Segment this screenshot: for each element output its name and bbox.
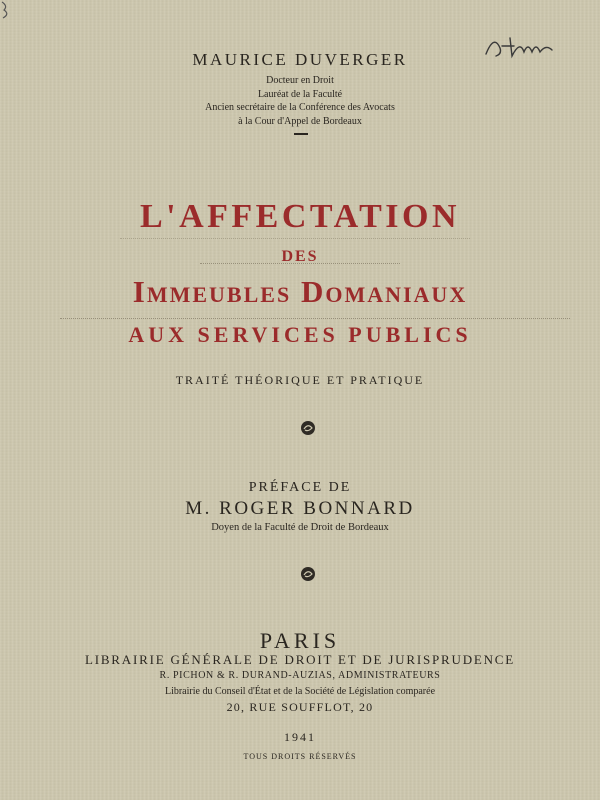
author-credential: Ancien secrétaire de la Conférence des Avocats	[205, 102, 395, 113]
paper-fold-line	[200, 263, 400, 264]
title-line-4: AUX SERVICES PUBLICS	[128, 322, 472, 347]
publisher-name: LIBRAIRIE GÉNÉRALE DE DROIT ET DE JURISPRUDENCE	[84, 652, 516, 667]
title-line-1: L'AFFECTATION	[139, 198, 461, 235]
publication-year: 1941	[284, 730, 316, 744]
paper-fold-line	[60, 318, 570, 319]
rights-notice: TOUS DROITS RÉSERVÉS	[243, 752, 357, 761]
printer-ornament-icon	[300, 566, 316, 582]
paper-fold-line	[120, 238, 470, 239]
margin-mark	[0, 0, 14, 20]
title-line-2: DES	[281, 248, 319, 265]
preface-author: M. ROGER BONNARD	[185, 498, 415, 519]
printer-ornament-icon	[300, 420, 316, 436]
preface-label: PRÉFACE DE	[248, 480, 352, 495]
author-credential: Lauréat de la Faculté	[257, 89, 343, 100]
publisher-address: 20, RUE SOUFFLOT, 20	[226, 700, 374, 714]
author-credential: Docteur en Droit	[266, 75, 334, 86]
publisher-affiliation: Librairie du Conseil d'État et de la Société de Législation comparée	[164, 686, 436, 697]
preface-author-role: Doyen de la Faculté de Droit de Bordeaux	[211, 522, 389, 533]
title-line-3: Immeubles Domaniaux	[132, 274, 468, 309]
publisher-administrators: R. PICHON & R. DURAND-AUZIAS, ADMINISTRATEURS	[159, 670, 441, 681]
author-name: MAURICE DUVERGER	[192, 50, 408, 69]
author-credential: à la Cour d'Appel de Bordeaux	[238, 116, 362, 127]
subtitle: TRAITÉ THÉORIQUE ET PRATIQUE	[175, 373, 425, 387]
separator-dash	[294, 133, 308, 135]
publisher-city: PARIS	[259, 628, 341, 653]
